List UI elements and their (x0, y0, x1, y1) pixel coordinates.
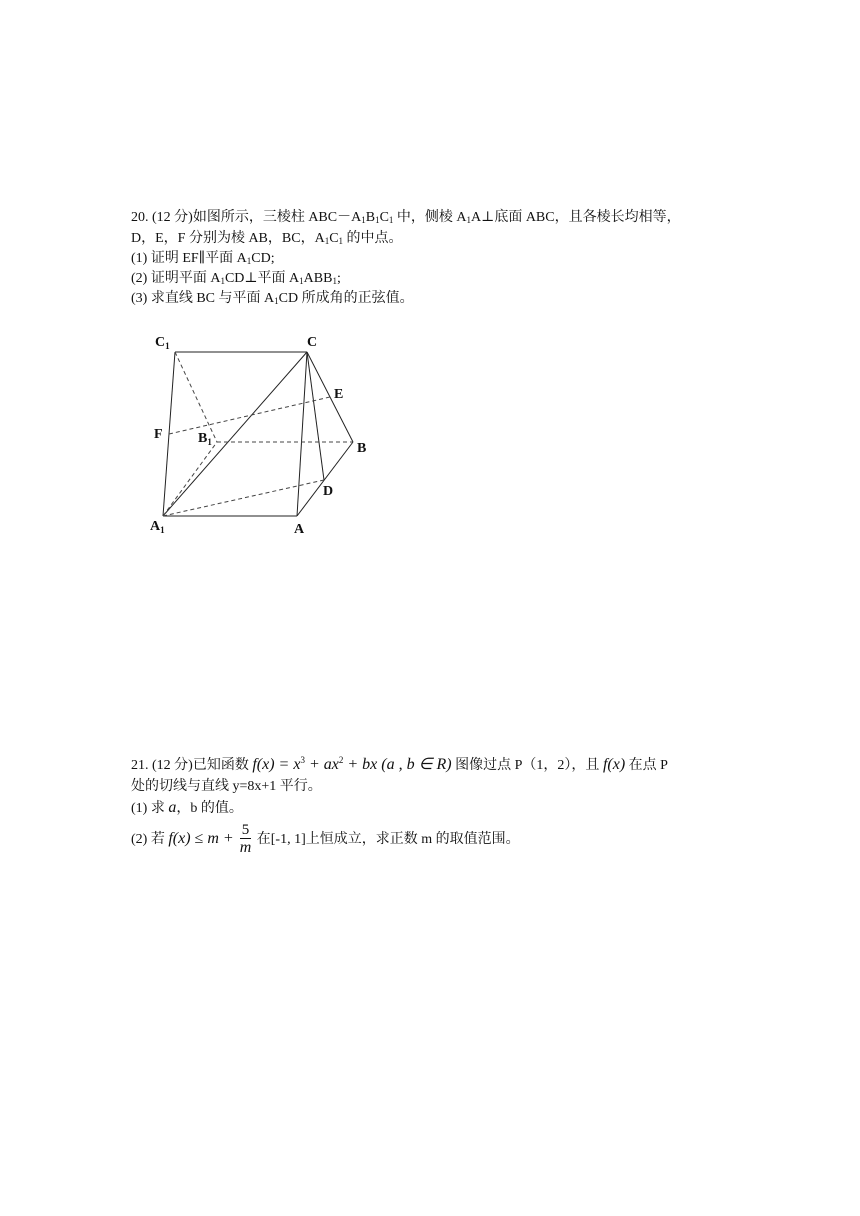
q21-item1 (131, 799, 243, 818)
math-f: f (252, 756, 257, 773)
q20-text: A⊥底面 ABC，且各棱长均相等， (471, 210, 681, 225)
math: + bx (343, 756, 382, 773)
subscript: 1 (299, 276, 304, 286)
q20-item1 (131, 250, 275, 268)
q20-text: C (379, 210, 389, 225)
label-c1: $C_1$ (155, 335, 170, 351)
label-f: F (154, 427, 163, 442)
label-c: C (307, 335, 318, 350)
subscript: 1 (338, 236, 344, 246)
label-d: D (323, 484, 334, 499)
q20-text: 20. (12 分)如图所示，三棱柱 ABC－A (131, 210, 362, 225)
subscript: 1 (332, 276, 337, 286)
subscript: 1 (466, 215, 472, 225)
q20-text: CD; (251, 251, 275, 266)
subscript: 1 (220, 276, 225, 286)
q21-text: 21. (12 分)已知函数 (131, 758, 253, 773)
q20-line2 (131, 230, 403, 248)
edge-f-e (169, 397, 330, 434)
q20-text: CD⊥平面 A (224, 271, 300, 286)
edge-c-a (297, 352, 307, 516)
prism-figure (140, 328, 380, 543)
q20-text: (1) 证明 EF∥平面 A (131, 251, 247, 266)
subscript: 1 (324, 236, 330, 246)
subscript: 1 (274, 296, 279, 306)
q20-text: 的中点。 (343, 231, 403, 246)
edge-c-d (307, 352, 324, 480)
edge-a1-b1 (163, 442, 217, 516)
edge-c1-b1 (175, 352, 217, 442)
math-a: a (168, 799, 177, 816)
q20-text: CD 所成角的正弦值。 (278, 291, 414, 306)
math-paren: (x) (256, 756, 275, 773)
label-b1: $B_1$ (198, 431, 212, 447)
math-f: f (168, 830, 173, 847)
fraction-denominator: m (239, 839, 252, 857)
subscript: 1 (246, 256, 252, 266)
q20-text: ABB (303, 271, 333, 286)
math: (a , b ∈ R) (381, 756, 452, 773)
q21-text: (2) 若 (131, 832, 169, 847)
label-a1: $A_1$ (150, 519, 165, 535)
q20-text: C (329, 231, 339, 246)
edge-c-b (307, 352, 353, 442)
q20-item2 (131, 270, 341, 288)
q20-text: ; (336, 271, 341, 286)
math: + ax (304, 756, 339, 773)
q20-text: (2) 证明平面 A (131, 271, 221, 286)
q21-item2 (131, 817, 520, 862)
q21-text: 图像过点 P（1，2），且 (451, 758, 603, 773)
subscript: 1 (361, 215, 366, 225)
math-f: f (602, 756, 608, 773)
q21-text: (1) 求 (131, 801, 169, 816)
q21-text: 在[-1, 1]上恒成立，求正数 m 的取值范围。 (253, 832, 520, 847)
q21-line2 (131, 778, 322, 796)
math-paren: (x) (172, 830, 191, 847)
subscript: 1 (388, 215, 394, 225)
exponent: 2 (338, 755, 344, 765)
q20-line1 (131, 209, 681, 227)
q20-item3 (131, 290, 414, 308)
fraction (240, 822, 252, 857)
fraction-numerator: 5 (240, 822, 252, 839)
math: ≤ m + (190, 830, 238, 847)
edge-a1-d (163, 480, 324, 516)
q21-line1 (131, 756, 668, 775)
q20-text: B (365, 210, 376, 225)
q20-text: (3) 求直线 BC 与平面 A (131, 291, 275, 306)
math: = x (274, 756, 301, 773)
edge-a1-c (163, 352, 307, 516)
subscript: 1 (375, 215, 380, 225)
q21-text: 在点 P (625, 758, 668, 773)
label-b: B (357, 441, 367, 456)
math-paren: (x) (607, 756, 626, 773)
exponent: 3 (300, 755, 305, 765)
q20-text: D，E，F 分别为棱 AB，BC，A (131, 231, 325, 246)
label-e: E (334, 387, 344, 402)
q20-text: 中，侧棱 A (393, 210, 467, 225)
q21-text: 处的切线与直线 y=8x+1 平行。 (131, 779, 322, 794)
q21-text: ，b 的值。 (176, 801, 243, 816)
label-a: A (294, 522, 305, 537)
edge-a-b (297, 442, 353, 516)
